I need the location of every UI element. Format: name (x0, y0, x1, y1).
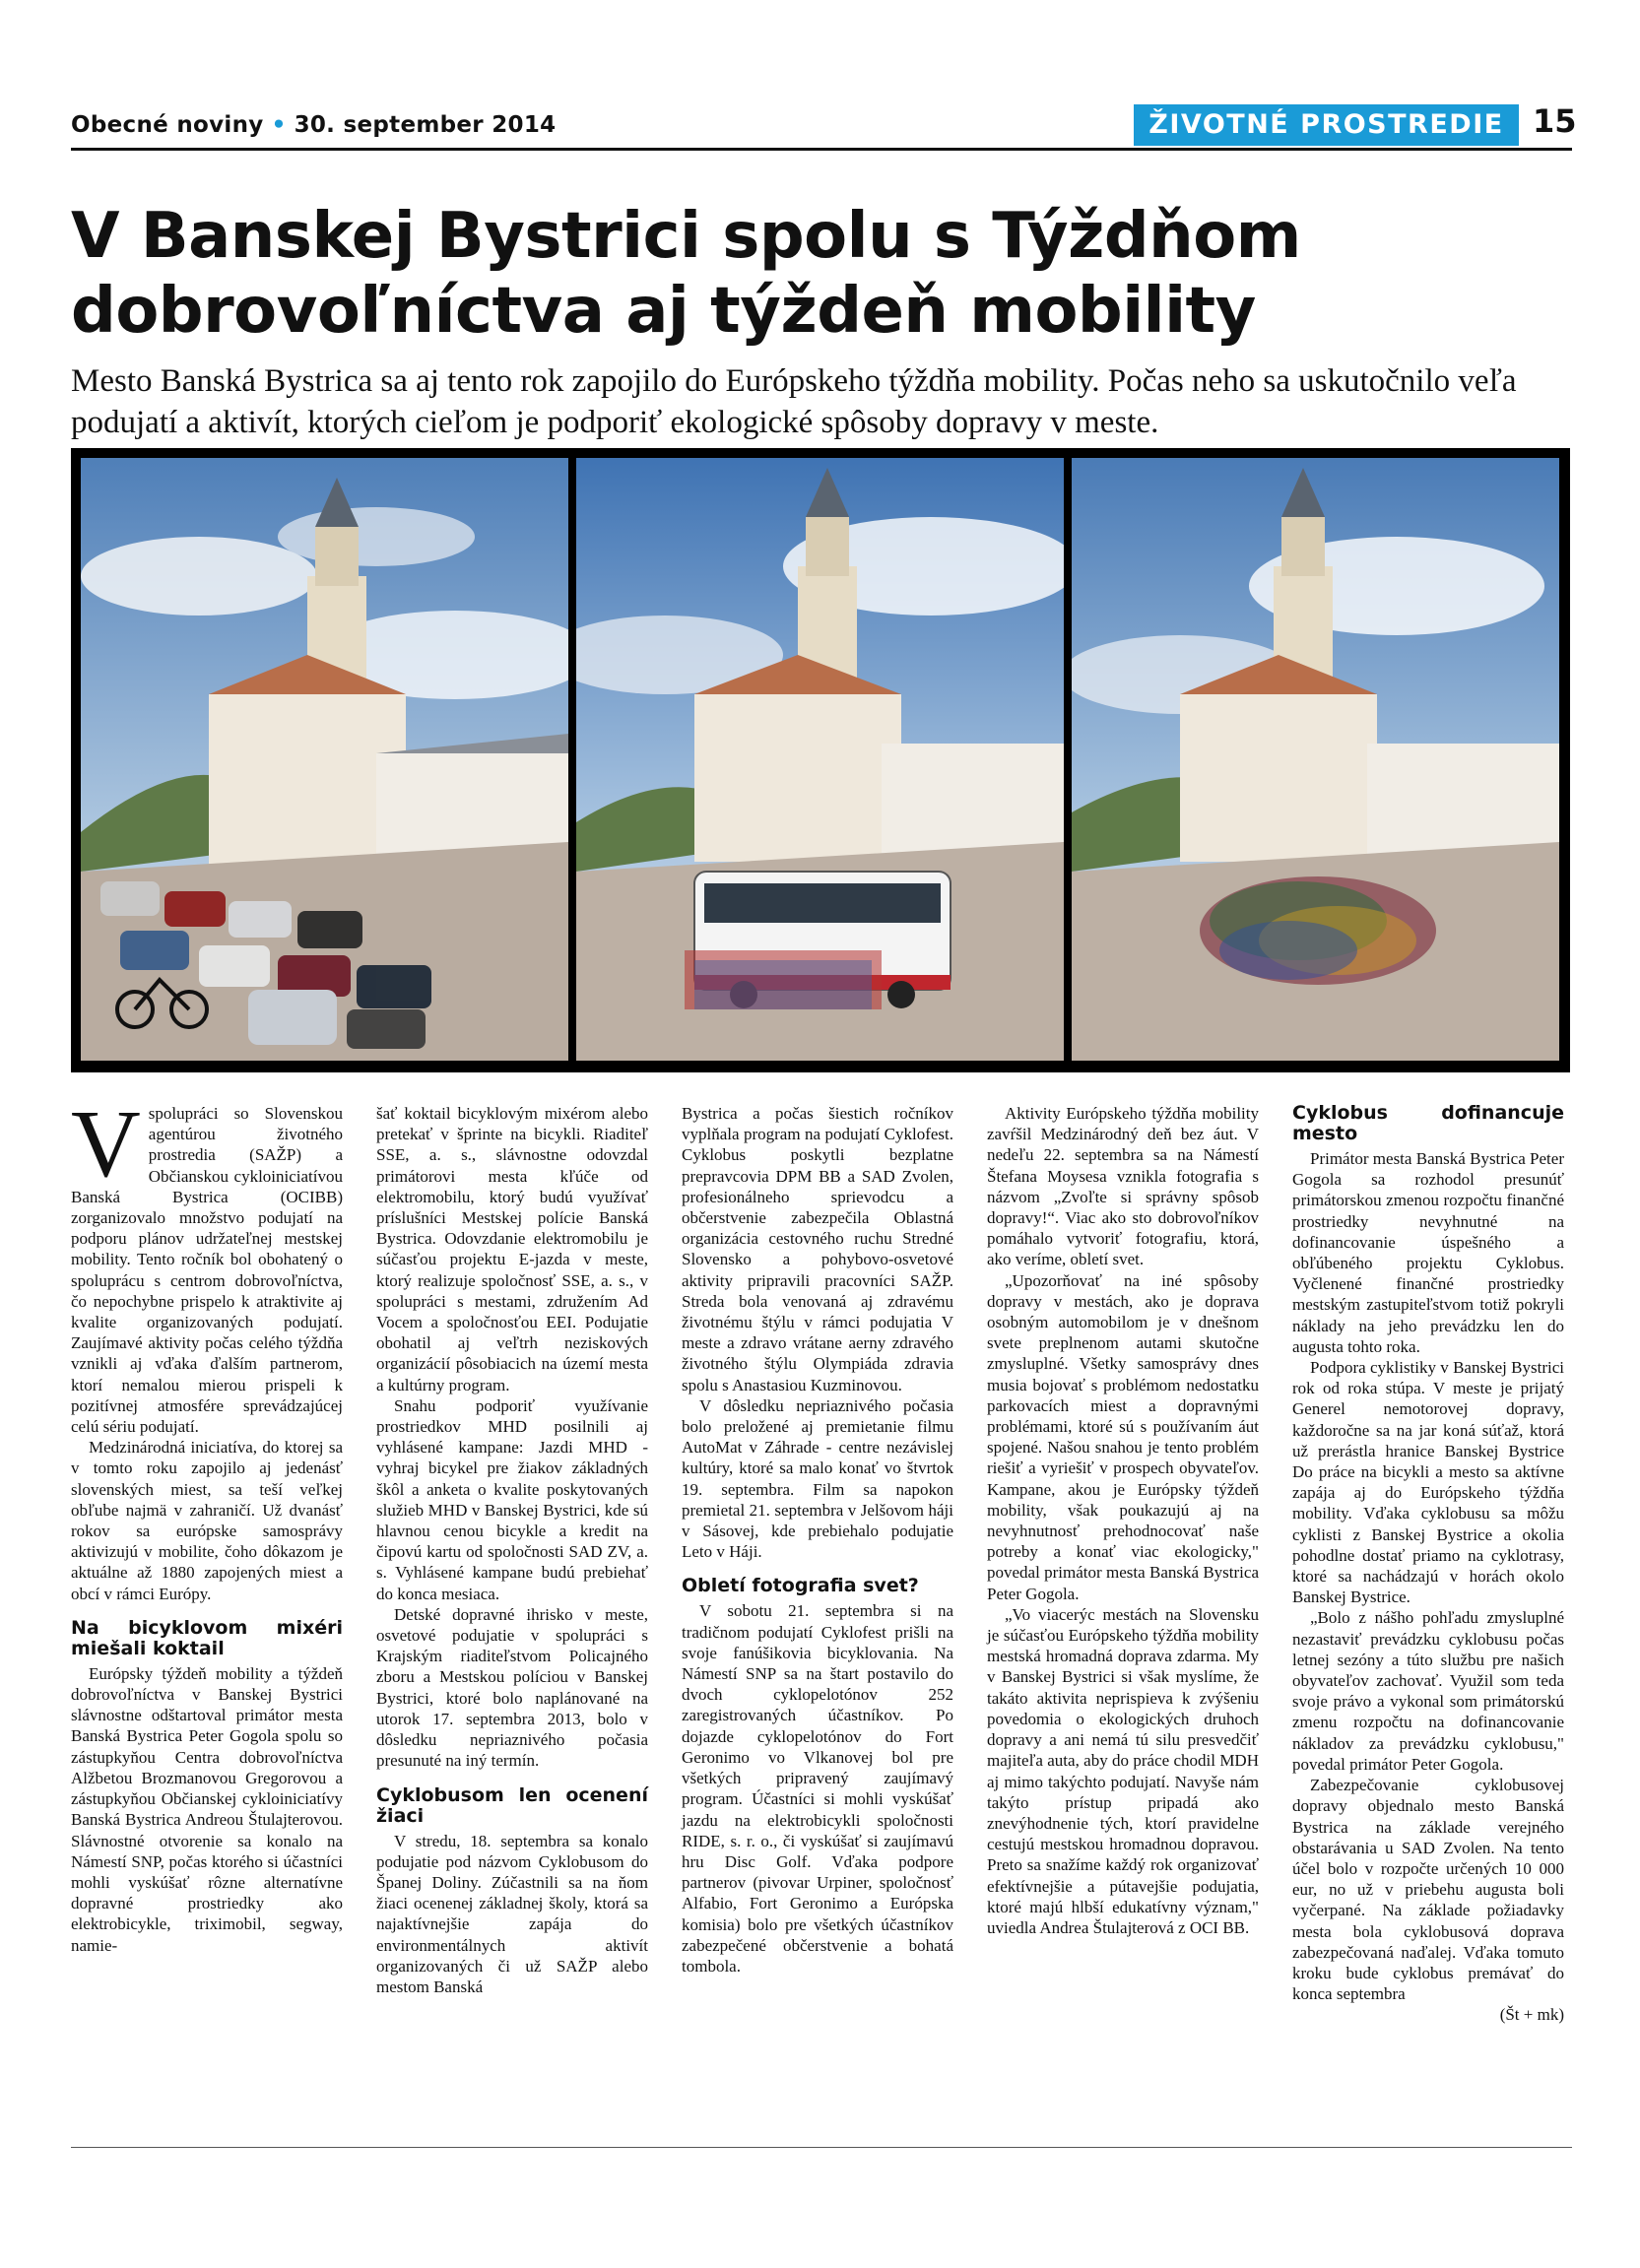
masthead (71, 112, 556, 138)
paragraph: Vspolupráci so Slovenskou agentúrou životného prostredia (SAŽP) a Občianskou cykloiniciatívou Banská Bystrica (OCIBB) zorganizovalo množstvo podujatí na podporu plánov udržateľnej mestskej mobility. Tento ročník bol obohatený o spoluprácu s centrom dobrovoľníctva, čo nepochybne prispelo k atraktivite aj kvalite organizovaných podujatí. Zaujímavé aktivity počas celého týždňa vznikli aj vďaka ďalším partnerom, ktorí nemalou mierou prispeli k pozitívnej atmosfére sprevádzajúcej celú sériu podujatí. (71, 1091, 343, 1437)
article-column-5 (1292, 1103, 1564, 2026)
paragraph: V stredu, 18. septembra sa konalo podujatie pod názvom Cyklobusom do Španej Doliny. Zúčastnili sa na ňom žiaci ocenenej základnej školy, ktorá sa najaktívnejšie zapája do environmentálnych aktivít organizovaných či už SAŽP alebo mestom Banská (376, 1831, 648, 1996)
subheading: Na bicyklovom mixéri miešali koktail (71, 1616, 343, 1659)
article-column-2 (376, 1103, 648, 1997)
photo-cars (81, 458, 568, 1061)
article-column-1 (71, 1091, 343, 1956)
paragraph: „Upozorňovať na iné spôsoby dopravy v mestách, ako je doprava osobným automobilom je v dnešnom svete preplnenom autami skutočne zmysluplné. Všetky samosprávy dnes musia bojovať s problémom nedostatku parkovacích miest a dopravnými problémami, ktoré sú s používaním áut spojené. Našou snahou je tento problém riešiť a vyriešiť v prospech obyvateľov. Kampane, akou je Európsky týždeň mobility, však poukazujú aj na nevyhnutnosť prehodnocovať naše potreby a konať viac ekologicky," povedal primátor mesta Banská Bystrica Peter Gogola. (987, 1270, 1259, 1603)
paragraph: Zabezpečovanie cyklobusovej dopravy objednalo mesto Banská Bystrica na základe verejného obstarávania u SAD Zvolen. Na tento účel bolo v rozpočte určených 10 000 eur, no už v priebehu augusta boli vyčerpané. Na základe požiadavky mesta bola cyklobusová doprava zabezpečovaná naďalej. Vďaka tomuto kroku bude cyklobus premávať do konca septembra (1292, 1776, 1564, 2004)
issue-date: 30. september 2014 (294, 112, 557, 138)
footer-rule (71, 2147, 1572, 2148)
paragraph: Medzinárodná iniciatíva, do ktorej sa v tomto roku zapojilo aj jedenásť slovenských miest, sa teší veľkej obľube najmä v zahraničí. Už dvanásť rokov sa európske samosprávy aktivizujú v mobilite, čoho dôkazom je aktuálne až 1880 zapojených miest a obcí v rámci Európy. (71, 1438, 343, 1603)
paragraph: Bystrica a počas šiestich ročníkov vyplňala program na podujatí Cyklofest. Cyklobus poskytli bezplatne prepravcovia DPM BB a SAD Zvolen, profesionálneho sprievodcu a občerstvenie zabezpečila Oblastná organizácia cestovného ruchu Stredné Slovensko a pohybovo-osvetové aktivity pripravili pracovníci SAŽP. Streda bola venovaná aj zdravému životnému štýlu v rámci podujatia V meste a zdravo vrátane aerny zdravého životného štýlu Olympiáda zdravia spolu s Anastasiou Kuzminovou. (682, 1104, 953, 1394)
paragraph: „Bolo z nášho pohľadu zmysluplné nezastaviť prevádzku cyklobusu počas letnej sezóny a túto službu pre našich obyvateľov zachovať. Využil som teda svoje právo a vykonal som primátorskú zmenu rozpočtu na dofinancovanie nákladov za prevádzku cyklobusu," povedal primátor Peter Gogola. (1292, 1608, 1564, 1774)
paragraph: V dôsledku nepriaznivého počasia bolo preložené aj premietanie filmu AutoMat v Záhrade - centre nezávislej kultúry, ktoré sa malo konať vo štvrtok 19. septembra. Film sa napokon premietal 21. septembra v Jelšovom háji v Sásovej, kde prebiehalo podujatie Leto v Háji. (682, 1395, 953, 1562)
subheading: Cyklobus dofinancuje mesto (1292, 1102, 1564, 1144)
paragraph: V sobotu 21. septembra si na tradičnom podujatí Cyklofest prišli na svoje fanúšikovia bicyklovania. Na Námestí SNP sa na štart postavilo do dvoch cyklopelotónov 252 zaregistrovaných účastníkov. Po dojazde cyklopelotónov do Fort Geronimo vo Vlkanovej bol pre všetkých pripravený zaujímavý program. Účastníci si mohli vyskúšať jazdu na elektrobicykli spoločnosti RIDE, s. r. o., či vyskúšať si zaujímavú hru Disc Golf. Vďaka podpore partnerov (pivovar Urpiner, spoločnosť Alfabio, Fort Geronimo a Európska komisia) bolo pre všetkých účastníkov zabezpečené občerstvenie a bohatá tombola. (682, 1601, 953, 1976)
header-rule (71, 148, 1572, 151)
paragraph: Európsky týždeň mobility a týždeň dobrovoľníctva v Banskej Bystrici slávnostne odštartoval primátor mesta Banská Bystrica Peter Gogola spolu so zástupkyňou Centra dobrovoľníctva Alžbetou Brozmanovou Gregorovou a zástupkyňou Občianskej cykloiniciatívy Banská Bystrica Andreou Štulajterovou. Slávnostné otvorenie sa konalo na Námestí SNP, počas ktorého si účastníci mohli vyskúšať rôzne alternatívne dopravné prostriedky ako elektrobicykle, triximobil, segway, namie- (71, 1663, 343, 1955)
paragraph: Detské dopravné ihrisko v meste, osvetové podujatie v spolupráci s Krajským riaditeľstvom Policajného zboru a Mestskou políciou v Banskej Bystrici, ktoré bolo naplánované na utorok 17. septembra 2013, bolo v dôsledku nepriaznivého počasia presunuté na iný termín. (376, 1604, 648, 1771)
article-lead: Mesto Banská Bystrica sa aj tento rok zapojilo do Európskeho týždňa mobility. Počas neho sa uskutočnilo veľa podujatí a aktivít, ktorých cieľom je podporiť ekologické spôsoby dopravy v meste. (71, 363, 1517, 440)
subheading: Obletí fotografia svet? (682, 1575, 919, 1597)
headline-line-2: dobrovoľníctva aj týždeň mobility (71, 275, 1256, 348)
photo-bicycles (1072, 458, 1559, 1061)
author-signoff: (Št + mk) (1499, 2005, 1564, 2025)
subheading: Cyklobusom len ocenení žiaci (376, 1783, 648, 1827)
paragraph: Snahu podporiť využívanie prostriedkov MHD posilnili aj vyhlásené kampane: Jazdi MHD - vyhraj bicykel pre žiakov základných škôl a anketa o kvalite poskytovaných služieb MHD v Banskej Bystrici, kde sú hlavnou cenou bicykle a kredit na čipovú kartu od spoločnosti SAD ZV, a. s. Vyhlásené kampane budú prebiehať do konca mesiaca. (376, 1395, 648, 1603)
paragraph: Podpora cyklistiky v Banskej Bystrici rok od roka stúpa. V meste je prijatý Generel nemotorovej dopravy, každoročne sa na jar koná súťaž, ktorá už prerástla hranice Banskej Bystrice Do práce na bicykli a mesto sa aktívne zapája aj do Európskeho týždňa mobility. Vďaka cyklobusu sa môžu cyklisti z Banskej Bystrice a okolia pohodlne dostať priamo na cyklotrasy, ktoré sa nachádzajú v horách okolo Banskej Bystrice. (1292, 1358, 1564, 1607)
headline-line-1: V Banskej Bystrici spolu s Týždňom (71, 200, 1301, 273)
paragraph: „Vo viacerýc mestách na Slovensku je súčasťou Európskeho týždňa mobility mestská hromadná doprava zdarma. My v Banskej Bystrici si však myslíme, že takáto aktivita neprispieva k zvýšeniu povedomia o ekologických druhoch dopravy a ani nemá tú silu presvedčiť majiteľa auta, aby do práce chodil MDH aj mimo takýchto podujatí. Navyše nám takýto prístup pripadá ako znevýhodnenie tých, ktorí pravidelne cestujú mestskou hromadnou dopravou. Preto sa snažíme každý rok organizovať efektívnejšie a pútavejšie podujatia, ktoré majú hlbší edukatívny význam," uviedla Andrea Štulajterová z OCI BB. (987, 1604, 1259, 1937)
photo-bus (576, 458, 1064, 1061)
section-tag: ŽIVOTNÉ PROSTREDIE (1134, 104, 1519, 146)
paragraph: Aktivity Európskeho týždňa mobility zavŕšil Medzinárodný deň bez áut. V nedeľu 22. septembra sa na Námestí Štefana Moysesa vznikla fotografia s názvom „Zvoľte si správny spôsob dopravy!“. Viac ako sto dobrovoľníkov pomáhalo vytvoriť fotografiu, ktorá, ako veríme, obletí svet. (987, 1104, 1259, 1269)
publication-name: Obecné noviny (71, 112, 264, 138)
paragraph: Primátor mesta Banská Bystrica Peter Gogola sa rozhodol presunúť primátorskou zmenou rozpočtu finančné prostriedky nevyhnutné na dofinancovanie úspešného a obľúbeného projektu Cyklobus. Vyčlenené finančné prostriedky mestským zastupiteľstvom totiž pokryli náklady na jeho prevádzku len do augusta tohto roka. (1292, 1149, 1564, 1356)
page-number: 15 (1533, 102, 1577, 140)
drop-cap: V (71, 1091, 141, 1198)
photo-strip (71, 448, 1570, 1072)
separator-dot-icon: • (271, 112, 287, 138)
article-column-3 (682, 1103, 953, 1976)
paragraph: šať koktail bicyklovým mixérom alebo pretekať v šprinte na bicykli. Riaditeľ SSE, a. s., slávnostne odovzdal primátorovi mesta kľúče od elektromobilu, ktorý budú využívať príslušníci Mestskej polície Banská Bystrica. Odovzdanie elektromobilu je súčasťou projektu E-jazda v meste, ktorý realizuje spoločnosť SSE, a. s., v spolupráci s mestami, združením Ad Vocem a spoločnosťou EEI. Podujatie obohatil aj veľtrh neziskových organizácií pôsobiacich na území mesta a kultúrny program. (376, 1104, 648, 1394)
article-column-4 (987, 1103, 1259, 1938)
article-headline (71, 199, 1572, 349)
